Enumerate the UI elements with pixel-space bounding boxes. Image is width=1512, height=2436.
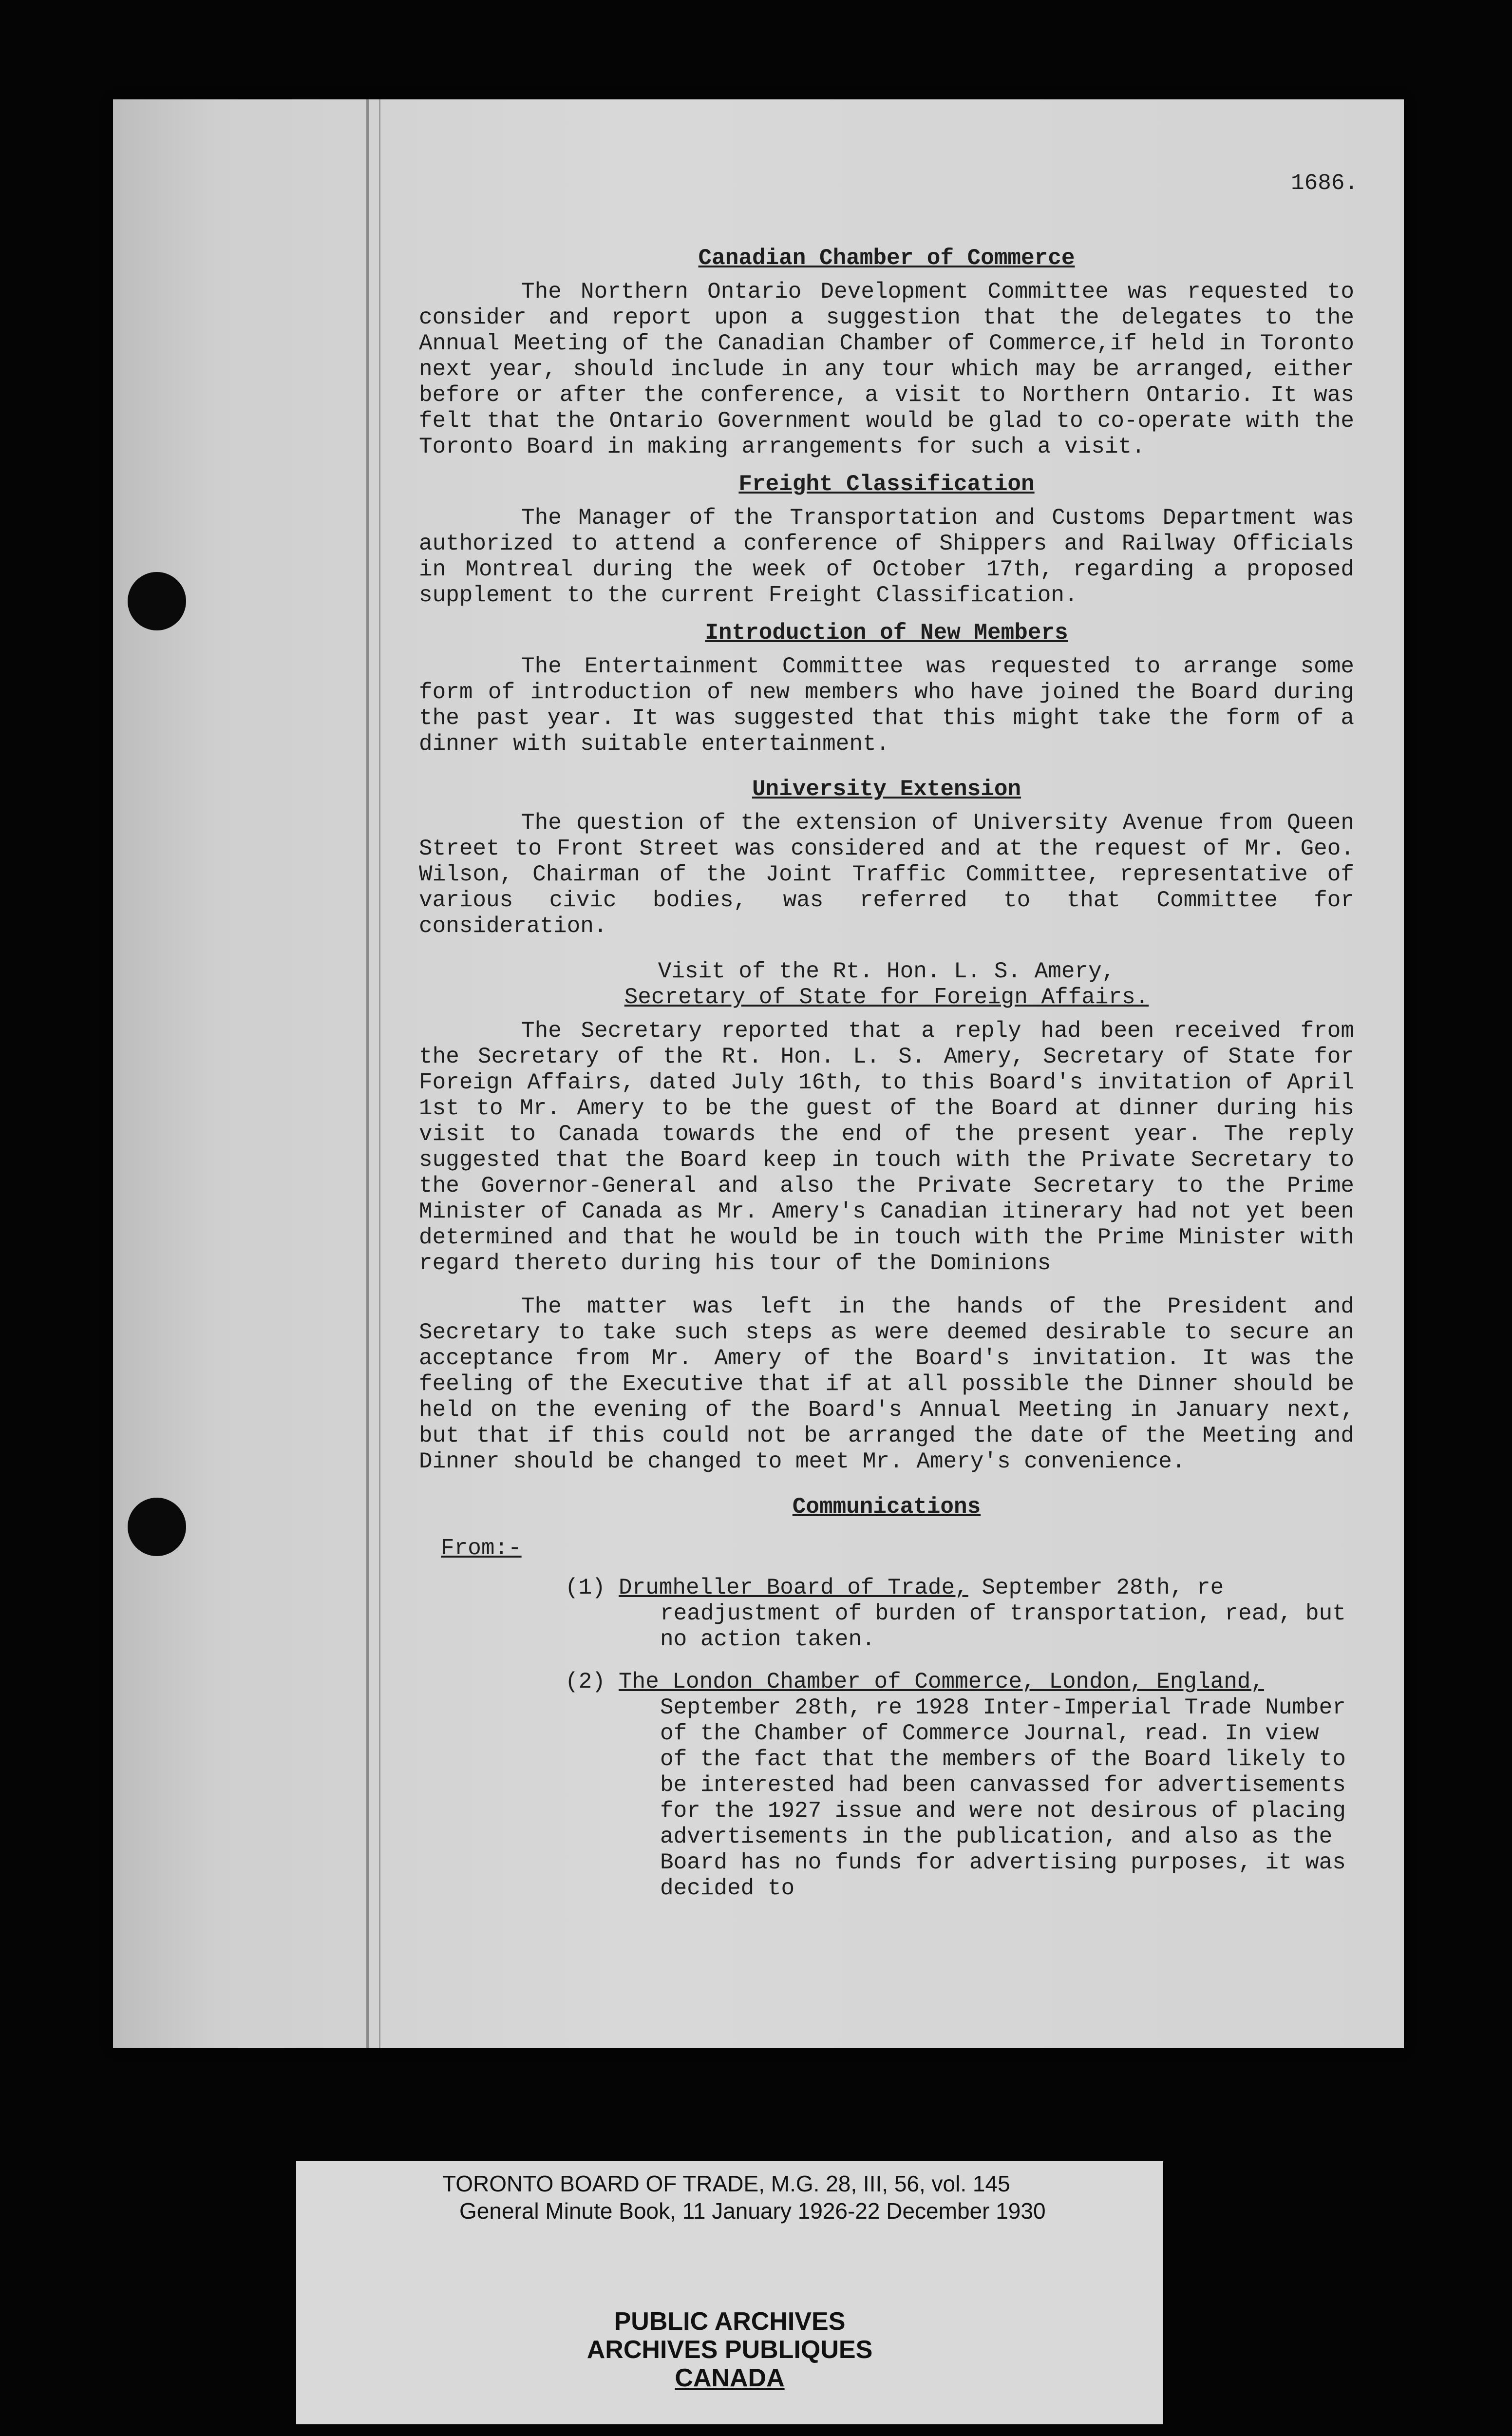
item-organization: The London Chamber of Commerce, London, England, (619, 1669, 1265, 1694)
item-first-line-rest: September 28th, re (968, 1575, 1224, 1600)
section-body-freight: The Manager of the Transportation and Customs Department was authorized to attend a conference of Shippers and Railway Officials in Montreal during the week of October 17th, regarding a proposed supplement to the current Freight Classification. (419, 505, 1354, 608)
archive-label (296, 2161, 1163, 2424)
section-heading-freight: Freight Classification (738, 472, 1035, 497)
section-heading-members: Introduction of New Members (705, 620, 1068, 646)
binding-margin-line (366, 99, 369, 2048)
item-number: (1) (565, 1575, 605, 1600)
from-label: From:- (441, 1536, 522, 1561)
section-body-chamber: The Northern Ontario Development Committee was requested to consider and report upon a suggestion that the delegates to the Annual Meeting of the Canadian Chamber of Commerce,if held in Toronto next year, should include in any tour which may be arranged, either before or after the conference, a visit to Northern Ontario. It was felt that the Ontario Government would be glad to co-operate with the Toronto Board in making arrangements for such a visit. (419, 279, 1354, 459)
section-heading-communications: Communications (792, 1494, 981, 1520)
citation-line-2: General Minute Book, 11 January 1926-22 December 1930 (459, 2198, 1046, 2224)
archive-citation (442, 2170, 1046, 2225)
section-body-members: The Entertainment Committee was requested to arrange some form of introduction of new members who have joined the Board during the past year. It was suggested that this might take the form of a dinner with suitable entertainment. (419, 654, 1354, 757)
section-heading-amery-line2: Secretary of State for Foreign Affairs. (624, 985, 1149, 1010)
page-number: 1686. (1291, 171, 1359, 196)
item-first-line (619, 1575, 1354, 1601)
item-organization: Drumheller Board of Trade, (619, 1575, 968, 1600)
archives-stamp (296, 2307, 1163, 2392)
section-heading-chamber: Canadian Chamber of Commerce (698, 246, 1075, 271)
section-body-amery-1: The Secretary reported that a reply had been received from the Secretary of the Rt. Hon. L. S. Amery, Secretary of State for Foreign Affairs, dated July 16th, to this Board's invitation of April 1st to Mr. Amery to be the guest of the Board at dinner during his visit to Canada towards the end of the present year. The reply suggested that the Board keep in touch with the Private Secretary to the Governor-General and also the Private Secretary to the Prime Minister of Canada as Mr. Amery's Canadian itinerary had not yet been determined and that he would be in touch with the Prime Minister with regard thereto during his tour of the Dominions (419, 1018, 1354, 1276)
section-body-amery-2: The matter was left in the hands of the President and Secretary to take such steps as were deemed desirable to secure an acceptance from Mr. Amery of the Board's invitation. It was the feeling of the Executive that if at all possible the Dinner should be held on the evening of the Board's Annual Meeting in January next, but that if this could not be arranged the date of the Meeting and Dinner should be changed to meet Mr. Amery's convenience. (419, 1294, 1354, 1474)
item-number: (2) (565, 1669, 605, 1694)
binding-margin-line-inner (379, 99, 380, 2048)
archives-line-1: PUBLIC ARCHIVES (614, 2307, 846, 2336)
document-body (419, 234, 1354, 1918)
archives-line-2: ARCHIVES PUBLIQUES (586, 2336, 873, 2364)
communication-item (419, 1575, 1354, 1653)
item-first-line (619, 1669, 1354, 1695)
citation-line-1: TORONTO BOARD OF TRADE, M.G. 28, III, 56, vol. 145 (442, 2171, 1010, 2196)
punch-hole (128, 1498, 186, 1556)
punch-hole (128, 572, 186, 630)
section-body-university: The question of the extension of University Avenue from Queen Street to Front Street was considered and at the request of Mr. Geo. Wilson, Chairman of the Joint Traffic Committee, representative of various civic bodies, was referred to that Committee for consideration. (419, 810, 1354, 939)
section-heading-university: University Extension (752, 777, 1021, 802)
section-heading-amery-line1: Visit of the Rt. Hon. L. S. Amery, (658, 959, 1115, 984)
item-body: readjustment of burden of transportation, read, but no action taken. (660, 1601, 1346, 1652)
communication-item (419, 1669, 1354, 1902)
item-body: September 28th, re 1928 Inter-Imperial Trade Number of the Chamber of Commerce Journal, read. In view of the fact that the members of the Board likely to be interested had been canvassed for advertisements for the 1927 issue and were not desirous of placing advertisements in the publication, and also as the Board has no funds for advertising purposes, it was decided to (660, 1695, 1346, 1901)
archives-line-3: CANADA (675, 2364, 785, 2392)
